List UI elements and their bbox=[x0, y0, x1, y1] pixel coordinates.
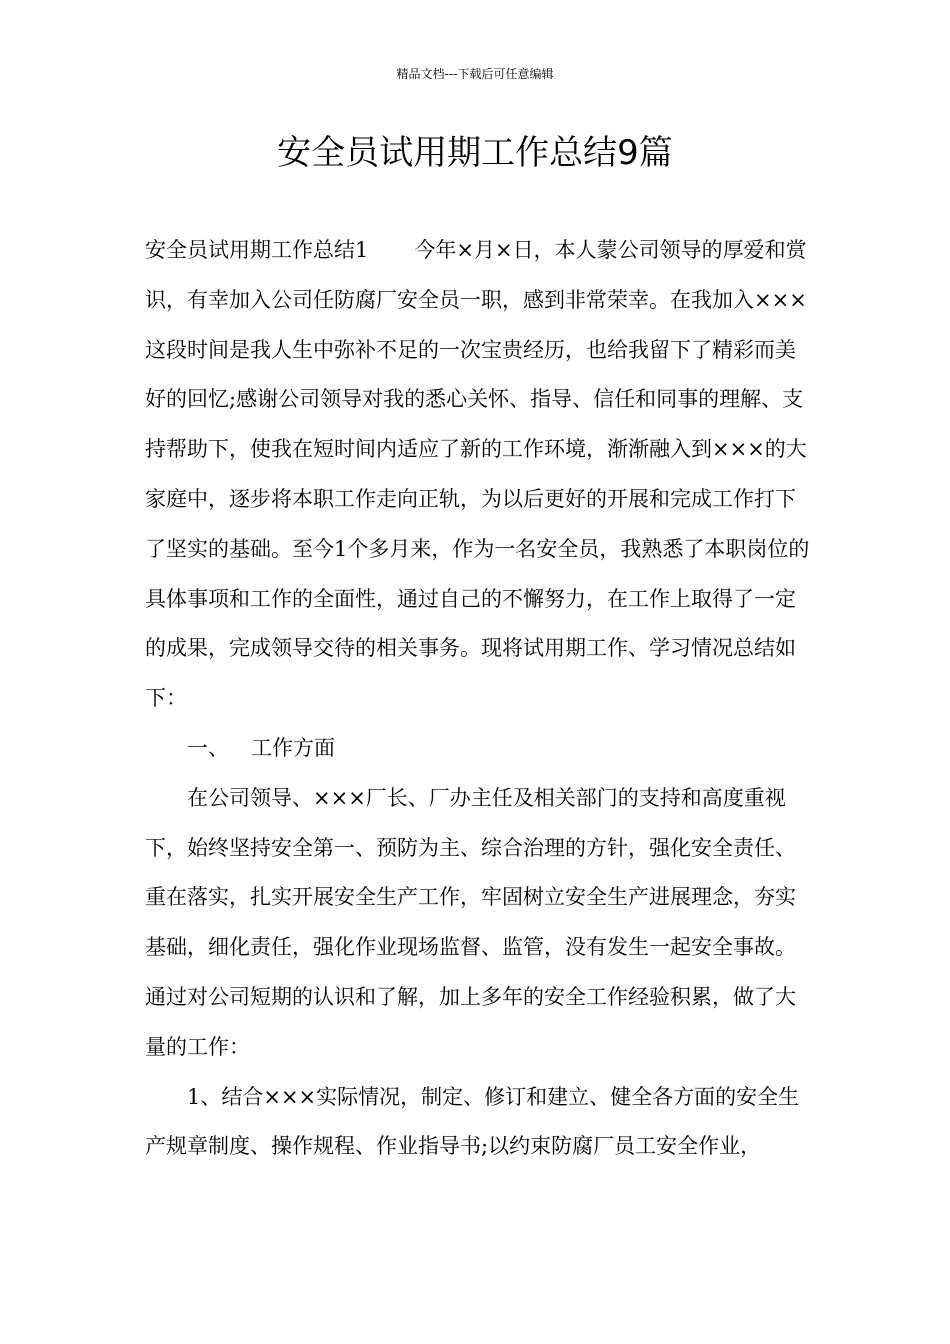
section-title: 工作方面 bbox=[251, 735, 335, 760]
intro-paragraph bbox=[145, 226, 810, 724]
body-paragraph: 1、结合×××实际情况，制定、修订和建立、健全各方面的安全生产规章制度、操作规程、作业指导书;以约束防腐厂员工安全作业， bbox=[145, 1084, 800, 1159]
section-heading bbox=[145, 724, 810, 774]
document-body bbox=[145, 226, 810, 1172]
header-note: 精品文档---下载后可任意编辑 bbox=[396, 67, 554, 81]
body-paragraph: 在公司领导、×××厂长、厂办主任及相关部门的支持和高度重视下，始终坚持安全第一、预防为主、综合治理的方针，强化安全责任、重在落实，扎实开展安全生产工作，牢固树立安全生产进展理念，夯实基础，细化责任，强化作业现场监督、监管，没有发生一起安全事故。通过对公司短期的认识和了解，加上多年的安全工作经验积累，做了大量的工作： bbox=[145, 785, 796, 1059]
document-title: 安全员试用期工作总结9篇 bbox=[277, 133, 673, 173]
section-number: 一、 bbox=[187, 735, 229, 760]
intro-text: 今年×月×日，本人蒙公司领导的厚爱和赏识，有幸加入公司任防腐厂安全员一职，感到非常荣幸。在我加入×××这段时间是我人生中弥补不足的一次宝贵经历，也给我留下了精彩而美好的回忆;感谢公司领导对我的悉心关怀、指导、信任和同事的理解、支持帮助下，使我在短时间内适应了新的工作环境，渐渐融入到×××的大家庭中，逐步将本职工作走向正轨，为以后更好的开展和完成工作打下了坚实的基础。至今1个多月来，作为一名安全员，我熟悉了本职岗位的具体事项和工作的全面性，通过自己的不懈努力，在工作上取得了一定的成果，完成领导交待的相关事务。现将试用期工作、学习情况总结如下： bbox=[145, 238, 810, 711]
intro-heading: 安全员试用期工作总结1 bbox=[145, 238, 369, 262]
